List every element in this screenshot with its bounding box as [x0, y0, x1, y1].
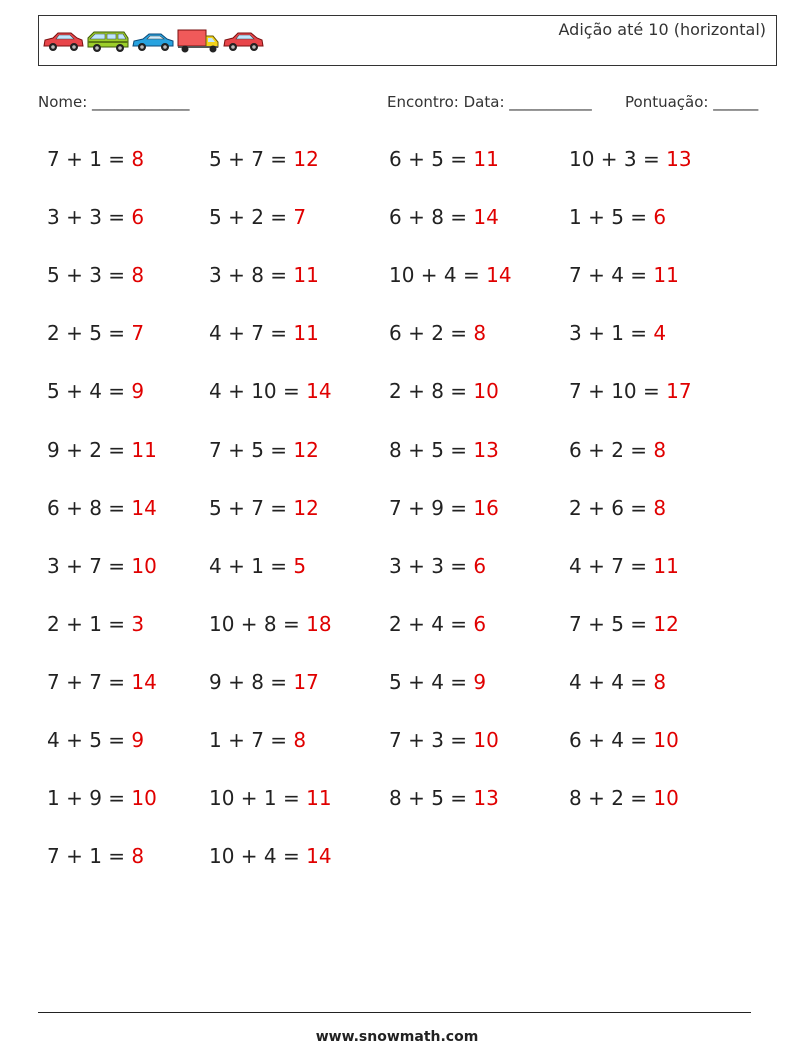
- problem-answer: 17: [293, 669, 319, 694]
- problem-item: [209, 728, 306, 752]
- problem-item: [209, 844, 332, 868]
- problem-item: [209, 786, 332, 810]
- problem-expression: 7 + 5 =: [569, 611, 654, 636]
- problem-answer: 7: [131, 321, 145, 346]
- problem-expression: 3 + 1 =: [569, 321, 654, 346]
- problem-item: [389, 554, 486, 578]
- problem-expression: 8 + 5 =: [389, 786, 474, 811]
- problem-item: [569, 612, 679, 636]
- problem-answer: 10: [653, 786, 679, 811]
- problem-answer: 8: [653, 495, 667, 520]
- problem-answer: 17: [666, 379, 692, 404]
- problem-answer: 11: [293, 263, 319, 288]
- problem-answer: 14: [131, 495, 157, 520]
- problem-answer: 9: [473, 669, 487, 694]
- problem-expression: 8 + 2 =: [569, 786, 654, 811]
- problem-answer: 6: [473, 611, 487, 636]
- red-car-icon: [41, 28, 85, 54]
- footer-divider: [38, 1012, 751, 1013]
- problem-expression: 9 + 8 =: [209, 669, 294, 694]
- red-car-icon: [221, 28, 265, 54]
- problem-answer: 16: [473, 495, 499, 520]
- problem-expression: 6 + 5 =: [389, 147, 474, 171]
- problem-answer: 12: [293, 437, 319, 462]
- problem-expression: 6 + 8 =: [389, 205, 474, 230]
- green-van-icon: [86, 28, 130, 54]
- score-field-label: Pontuação: ______: [625, 93, 759, 111]
- problem-item: [569, 554, 679, 578]
- problem-item: [47, 205, 144, 229]
- problem-expression: 4 + 1 =: [209, 553, 294, 578]
- problem-item: [209, 263, 319, 287]
- problem-item: [569, 205, 666, 229]
- problem-expression: 1 + 9 =: [47, 786, 132, 811]
- problem-answer: 8: [653, 669, 667, 694]
- problem-expression: 4 + 4 =: [569, 669, 654, 694]
- problem-item: [209, 554, 306, 578]
- problem-answer: 8: [473, 321, 487, 346]
- problem-item: [209, 612, 332, 636]
- name-field-label: Nome: _____________: [38, 93, 190, 111]
- problem-expression: 7 + 10 =: [569, 379, 667, 404]
- problem-expression: 7 + 9 =: [389, 495, 474, 520]
- problem-item: [389, 147, 499, 171]
- problem-expression: 6 + 4 =: [569, 728, 654, 752]
- problem-expression: 5 + 3 =: [47, 263, 132, 288]
- problem-item: [47, 379, 144, 403]
- problem-answer: 10: [473, 728, 499, 752]
- problem-expression: 7 + 1 =: [47, 844, 132, 869]
- problem-expression: 7 + 4 =: [569, 263, 654, 288]
- problem-answer: 9: [131, 379, 145, 404]
- problem-expression: 7 + 1 =: [47, 147, 132, 171]
- problem-expression: 2 + 4 =: [389, 611, 474, 636]
- footer-site: www.snowmath.com: [315, 1029, 479, 1045]
- problem-answer: 14: [473, 205, 499, 230]
- problem-answer: 11: [293, 321, 319, 346]
- red-truck-icon: [176, 28, 220, 54]
- problem-item: [569, 147, 692, 171]
- problem-expression: 10 + 8 =: [209, 611, 307, 636]
- problem-item: [389, 321, 486, 345]
- problem-answer: 13: [473, 786, 499, 811]
- problem-item: [209, 321, 319, 345]
- problem-item: [47, 844, 144, 868]
- problem-answer: 11: [653, 263, 679, 288]
- problem-expression: 4 + 5 =: [47, 728, 132, 752]
- date-field-label: Encontro: Data: ___________: [387, 93, 592, 111]
- problem-item: [389, 205, 499, 229]
- problem-expression: 5 + 4 =: [47, 379, 132, 404]
- problem-answer: 12: [653, 611, 679, 636]
- blue-car-icon: [131, 28, 175, 54]
- problem-answer: 10: [473, 379, 499, 404]
- problem-expression: 7 + 7 =: [47, 669, 132, 694]
- problem-expression: 5 + 2 =: [209, 205, 294, 230]
- problem-expression: 6 + 2 =: [569, 437, 654, 462]
- problem-item: [389, 263, 512, 287]
- problem-expression: 10 + 4 =: [209, 844, 307, 869]
- problem-expression: 6 + 8 =: [47, 495, 132, 520]
- problem-answer: 18: [306, 611, 332, 636]
- problem-item: [569, 438, 666, 462]
- problem-item: [569, 379, 692, 403]
- problem-item: [47, 728, 144, 752]
- problem-expression: 3 + 7 =: [47, 553, 132, 578]
- problem-answer: 8: [131, 263, 145, 288]
- problem-expression: 5 + 4 =: [389, 669, 474, 694]
- problem-item: [47, 554, 157, 578]
- problem-item: [209, 438, 319, 462]
- problem-expression: 5 + 7 =: [209, 147, 294, 171]
- problem-expression: 3 + 3 =: [47, 205, 132, 230]
- problem-item: [47, 321, 144, 345]
- problem-expression: 2 + 1 =: [47, 611, 132, 636]
- problem-expression: 5 + 7 =: [209, 495, 294, 520]
- problem-expression: 7 + 5 =: [209, 437, 294, 462]
- problem-answer: 12: [293, 147, 319, 171]
- problem-expression: 2 + 6 =: [569, 495, 654, 520]
- problem-answer: 4: [653, 321, 667, 346]
- problem-expression: 10 + 3 =: [569, 147, 667, 171]
- problem-item: [209, 147, 319, 171]
- problem-answer: 6: [653, 205, 667, 230]
- problem-answer: 10: [131, 786, 157, 811]
- problem-answer: 11: [473, 147, 499, 171]
- problem-answer: 5: [293, 553, 307, 578]
- problem-item: [209, 670, 319, 694]
- problem-item: [47, 670, 157, 694]
- problem-item: [569, 263, 679, 287]
- problem-answer: 8: [653, 437, 667, 462]
- problem-answer: 14: [486, 263, 512, 288]
- problem-expression: 1 + 5 =: [569, 205, 654, 230]
- problem-answer: 8: [131, 844, 145, 869]
- problem-item: [47, 263, 144, 287]
- problem-item: [47, 612, 144, 636]
- info-row: [38, 93, 771, 115]
- problem-item: [389, 438, 499, 462]
- problem-answer: 13: [473, 437, 499, 462]
- problem-answer: 14: [306, 379, 332, 404]
- problem-item: [47, 786, 157, 810]
- worksheet-header: [38, 15, 777, 66]
- worksheet-title: Adição até 10 (horizontal): [558, 20, 766, 39]
- problem-item: [389, 379, 499, 403]
- problem-answer: 12: [293, 495, 319, 520]
- problem-item: [569, 496, 666, 520]
- problem-expression: 3 + 8 =: [209, 263, 294, 288]
- problem-answer: 9: [131, 728, 145, 752]
- problem-answer: 3: [131, 611, 145, 636]
- problem-expression: 8 + 5 =: [389, 437, 474, 462]
- problem-item: [569, 670, 666, 694]
- problem-answer: 8: [131, 147, 145, 171]
- problem-item: [209, 205, 306, 229]
- problem-item: [389, 728, 499, 752]
- problem-item: [209, 496, 319, 520]
- problem-expression: 2 + 5 =: [47, 321, 132, 346]
- problem-item: [389, 612, 486, 636]
- problem-answer: 6: [131, 205, 145, 230]
- problem-answer: 14: [131, 669, 157, 694]
- problem-item: [47, 438, 157, 462]
- problem-item: [47, 496, 157, 520]
- problem-answer: 11: [653, 553, 679, 578]
- problem-item: [209, 379, 332, 403]
- problem-answer: 8: [293, 728, 307, 752]
- problem-item: [389, 670, 486, 694]
- problem-expression: 2 + 8 =: [389, 379, 474, 404]
- problem-answer: 14: [306, 844, 332, 869]
- problem-expression: 7 + 3 =: [389, 728, 474, 752]
- problem-answer: 11: [306, 786, 332, 811]
- problem-item: [569, 728, 679, 752]
- problem-item: [389, 496, 499, 520]
- problem-expression: 4 + 10 =: [209, 379, 307, 404]
- problem-expression: 10 + 4 =: [389, 263, 487, 288]
- problem-expression: 9 + 2 =: [47, 437, 132, 462]
- problem-expression: 1 + 7 =: [209, 728, 294, 752]
- problem-item: [569, 786, 679, 810]
- problem-answer: 10: [653, 728, 679, 752]
- problem-answer: 10: [131, 553, 157, 578]
- problem-answer: 13: [666, 147, 692, 171]
- problem-expression: 6 + 2 =: [389, 321, 474, 346]
- problem-item: [47, 147, 144, 171]
- problem-expression: 4 + 7 =: [569, 553, 654, 578]
- problem-expression: 3 + 3 =: [389, 553, 474, 578]
- problem-expression: 4 + 7 =: [209, 321, 294, 346]
- problem-answer: 11: [131, 437, 157, 462]
- problem-item: [389, 786, 499, 810]
- problem-answer: 7: [293, 205, 307, 230]
- problem-answer: 6: [473, 553, 487, 578]
- problem-item: [569, 321, 666, 345]
- problem-expression: 10 + 1 =: [209, 786, 307, 811]
